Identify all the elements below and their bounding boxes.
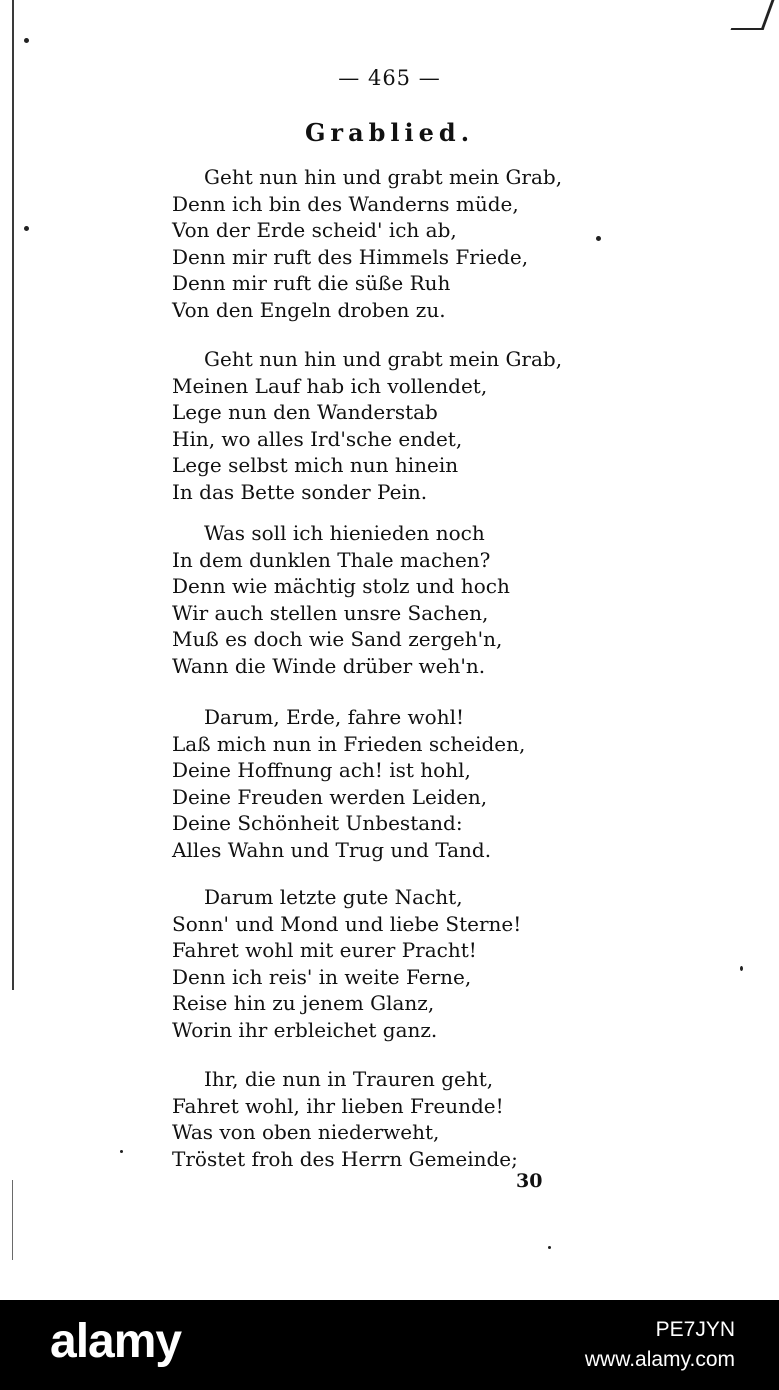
verse-line: Was von oben niederweht, xyxy=(172,1120,440,1144)
verse-line: Lege nun den Wanderstab xyxy=(172,400,438,424)
verse-line: Fahret wohl, ihr lieben Freunde! xyxy=(172,1093,504,1118)
site-url: www.alamy.com xyxy=(584,1348,735,1371)
verse-line: Wir auch stellen unsre Sachen, xyxy=(172,600,489,625)
verse-line: Denn mir ruft des Himmels Friede, xyxy=(172,244,529,269)
verse-line: Denn mir ruft die süße Ruh xyxy=(172,271,451,295)
scan-speck xyxy=(740,966,743,971)
verse-line: Fahret wohl mit eurer Pracht! xyxy=(172,938,477,962)
stanza-5 xyxy=(172,884,552,1043)
verse-line: Von den Engeln droben zu. xyxy=(172,297,446,322)
verse-line: Hin, wo alles Ird'sche endet, xyxy=(172,426,463,451)
verse-line: Deine Schönheit Unbestand: xyxy=(172,811,463,835)
verse-line: Wann die Winde drüber weh'n. xyxy=(172,653,486,678)
verse-line: Von der Erde scheid' ich ab, xyxy=(172,218,457,242)
verse-line: Geht nun hin und grabt mein Grab, xyxy=(204,347,563,371)
page-edge-shadow-lower xyxy=(12,1180,13,1260)
verse-line: Tröstet froh des Herrn Gemeinde; xyxy=(172,1146,518,1171)
scan-speck xyxy=(24,38,29,43)
verse-line: Sonn' und Mond und liebe Sterne! xyxy=(172,911,522,936)
poem-title: Grablied. xyxy=(304,118,475,147)
verse-line: Meinen Lauf hab ich vollendet, xyxy=(172,373,488,398)
stanza-1 xyxy=(172,164,563,323)
verse-line: Lege selbst mich nun hinein xyxy=(172,453,459,477)
stanza-6 xyxy=(172,1066,552,1172)
stanza-3 xyxy=(172,520,552,679)
scan-speck xyxy=(596,236,601,241)
page-edge-shadow xyxy=(12,0,14,990)
verse-line: Reise hin zu jenem Glanz, xyxy=(172,991,435,1015)
watermark-footer xyxy=(0,1300,779,1390)
stanza-2 xyxy=(172,346,563,505)
verse-line: Was soll ich hienieden noch xyxy=(204,521,485,545)
scan-speck xyxy=(120,1150,123,1153)
signature-mark: 30 xyxy=(516,1170,543,1192)
verse-line: In das Bette sonder Pein. xyxy=(172,479,428,504)
verse-line: Geht nun hin und grabt mein Grab, xyxy=(204,165,563,189)
verse-line: Deine Freuden werden Leiden, xyxy=(172,784,488,809)
page-number: — 465 — xyxy=(338,66,441,90)
verse-line: Darum letzte gute Nacht, xyxy=(204,885,463,909)
page-corner-mark xyxy=(731,0,775,30)
verse-line: Denn wie mächtig stolz und hoch xyxy=(172,574,510,598)
verse-line: Denn ich bin des Wanderns müde, xyxy=(172,191,519,216)
scan-speck xyxy=(24,226,29,231)
scan-speck xyxy=(548,1246,551,1249)
brand-logo: alamy xyxy=(50,1315,182,1368)
verse-line: In dem dunklen Thale machen? xyxy=(172,547,491,572)
verse-line: Darum, Erde, fahre wohl! xyxy=(204,705,465,729)
verse-line: Deine Hoffnung ach! ist hohl, xyxy=(172,758,471,782)
verse-line: Alles Wahn und Trug und Tand. xyxy=(172,837,492,862)
verse-line: Laß mich nun in Frieden scheiden, xyxy=(172,731,526,756)
stanza-4 xyxy=(172,704,552,863)
verse-line: Ihr, die nun in Trauren geht, xyxy=(204,1067,494,1091)
verse-line: Worin ihr erbleichet ganz. xyxy=(172,1017,438,1042)
verse-line: Muß es doch wie Sand zergeh'n, xyxy=(172,627,503,651)
image-id: PE7JYN xyxy=(655,1318,735,1341)
verse-line: Denn ich reis' in weite Ferne, xyxy=(172,964,472,989)
